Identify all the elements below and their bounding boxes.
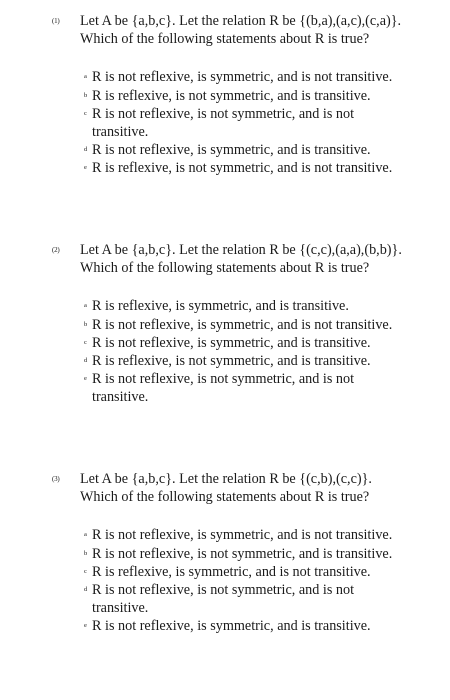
option-letter: a — [84, 531, 87, 539]
option-letter: e — [84, 375, 87, 383]
question-stem — [52, 470, 410, 506]
answer-options — [0, 68, 450, 177]
option-text: R is not reflexive, is symmetric, and is transitive. — [92, 142, 371, 159]
question-stem — [52, 241, 410, 277]
option-b[interactable] — [84, 87, 402, 105]
option-text: R is not reflexive, is not symmetric, and is not transitive. — [92, 582, 355, 617]
question-number: (3) — [52, 475, 60, 483]
option-e[interactable] — [84, 617, 402, 635]
option-letter: d — [84, 586, 88, 594]
question-number: (1) — [52, 17, 60, 25]
answer-options — [0, 297, 450, 406]
option-text: R is reflexive, is not symmetric, and is transitive. — [92, 87, 371, 104]
question-stem — [52, 12, 410, 48]
option-e[interactable] — [84, 159, 402, 177]
option-e[interactable] — [84, 370, 402, 406]
option-letter: e — [84, 164, 87, 172]
option-text: R is not reflexive, is not symmetric, and is not transitive. — [92, 371, 355, 406]
option-text: R is not reflexive, is not symmetric, and is not transitive. — [92, 105, 355, 141]
option-c[interactable] — [84, 563, 402, 581]
option-text: R is reflexive, is symmetric, and is transitive. — [92, 298, 349, 315]
option-text: R is not reflexive, is symmetric, and is not transitive. — [92, 69, 393, 86]
question-text: Let A be {a,b,c}. Let the relation R be {(c,c),(a,a),(b,b)}. Which of the following statements about R is true? — [80, 242, 402, 277]
option-a[interactable] — [84, 297, 402, 315]
option-letter: c — [84, 567, 87, 575]
option-letter: b — [84, 91, 88, 99]
option-letter: a — [84, 302, 87, 310]
option-letter: a — [84, 73, 87, 81]
option-b[interactable] — [84, 316, 402, 334]
option-letter: d — [84, 146, 88, 154]
option-b[interactable] — [84, 545, 402, 563]
question-3 — [0, 470, 450, 636]
option-letter: b — [84, 320, 88, 328]
option-c[interactable] — [84, 105, 402, 141]
question-number: (2) — [52, 246, 60, 254]
option-a[interactable] — [84, 68, 402, 86]
option-letter: e — [84, 622, 87, 630]
option-letter: c — [84, 109, 87, 117]
answer-options — [0, 526, 450, 635]
option-d[interactable] — [84, 581, 402, 617]
option-a[interactable] — [84, 526, 402, 544]
option-text: R is reflexive, is not symmetric, and is transitive. — [92, 353, 371, 370]
question-text: Let A be {a,b,c}. Let the relation R be {(c,b),(c,c)}. Which of the following statements about R is true? — [80, 471, 372, 506]
option-text: R is reflexive, is not symmetric, and is not transitive. — [92, 160, 393, 177]
option-letter: d — [84, 357, 88, 365]
option-text: R is not reflexive, is symmetric, and is transitive. — [92, 334, 371, 351]
option-d[interactable] — [84, 141, 402, 159]
option-letter: c — [84, 338, 87, 346]
option-d[interactable] — [84, 352, 402, 370]
question-text: Let A be {a,b,c}. Let the relation R be {(b,a),(a,c),(c,a)}. Which of the following statements about R is true? — [80, 13, 402, 48]
option-c[interactable] — [84, 334, 402, 352]
option-text: R is not reflexive, is symmetric, and is not transitive. — [92, 527, 393, 544]
option-text: R is reflexive, is symmetric, and is not transitive. — [92, 563, 371, 580]
question-2 — [0, 241, 450, 407]
question-1 — [0, 12, 450, 178]
option-letter: b — [84, 549, 88, 557]
option-text: R is not reflexive, is not symmetric, and is transitive. — [92, 545, 393, 562]
option-text: R is not reflexive, is symmetric, and is not transitive. — [92, 316, 393, 333]
option-text: R is not reflexive, is symmetric, and is transitive. — [92, 618, 371, 635]
